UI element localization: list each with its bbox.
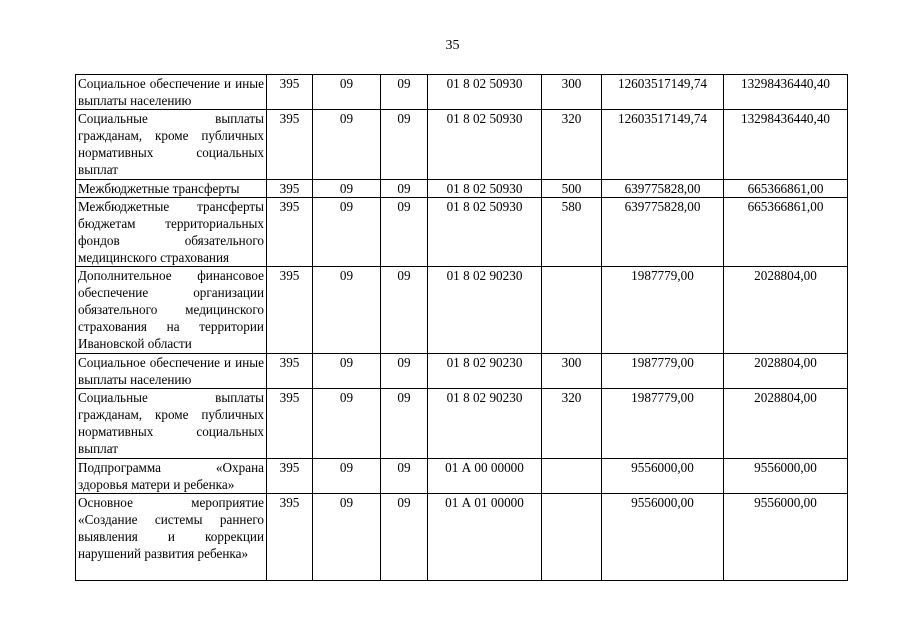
target-article-cell: 01 8 02 50930 [428,198,542,267]
target-article-cell: 01 8 02 90230 [428,354,542,389]
subsection-code-cell: 09 [381,180,428,198]
amount-year2-cell: 9556000,00 [724,494,848,581]
section-code-cell: 09 [313,354,381,389]
expense-type-cell: 320 [542,110,602,180]
section-code-cell: 09 [313,389,381,459]
section-code-cell: 09 [313,75,381,110]
subsection-code-cell: 09 [381,389,428,459]
amount-year2-cell: 2028804,00 [724,389,848,459]
expense-name-cell: Социальные выплаты гражданам, кроме публичных нормативных социальных выплат [76,110,267,180]
amount-year1-cell: 9556000,00 [602,459,724,494]
section-code-cell: 09 [313,110,381,180]
section-code-cell: 09 [313,494,381,581]
subsection-code-cell: 09 [381,459,428,494]
section-code-cell: 09 [313,198,381,267]
amount-year2-cell: 9556000,00 [724,459,848,494]
amount-year2-cell: 665366861,00 [724,198,848,267]
ministry-code-cell: 395 [267,180,313,198]
ministry-code-cell: 395 [267,75,313,110]
ministry-code-cell: 395 [267,459,313,494]
target-article-cell: 01 8 02 90230 [428,267,542,354]
expense-name-cell: Межбюджетные трансферты [76,180,267,198]
target-article-cell: 01 А 01 00000 [428,494,542,581]
table-row [76,389,848,459]
amount-year2-cell: 2028804,00 [724,354,848,389]
table-row [76,354,848,389]
expense-name-cell: Основное мероприятие «Создание системы раннего выявления и коррекции нарушений развития ребенка» [76,494,267,581]
budget-table [75,74,848,581]
subsection-code-cell: 09 [381,494,428,581]
expense-type-cell: 320 [542,389,602,459]
table-row [76,459,848,494]
expense-type-cell: 300 [542,75,602,110]
ministry-code-cell: 395 [267,267,313,354]
expense-name-cell: Социальное обеспечение и иные выплаты населению [76,75,267,110]
target-article-cell: 01 8 02 90230 [428,389,542,459]
page-number: 35 [445,38,460,53]
amount-year1-cell: 1987779,00 [602,267,724,354]
expense-type-cell: 500 [542,180,602,198]
section-code-cell: 09 [313,267,381,354]
amount-year1-cell: 1987779,00 [602,389,724,459]
section-code-cell: 09 [313,459,381,494]
target-article-cell: 01 А 00 00000 [428,459,542,494]
ministry-code-cell: 395 [267,110,313,180]
table-row [76,180,848,198]
amount-year2-cell: 13298436440,40 [724,75,848,110]
subsection-code-cell: 09 [381,354,428,389]
amount-year2-cell: 13298436440,40 [724,110,848,180]
expense-type-cell [542,459,602,494]
ministry-code-cell: 395 [267,389,313,459]
table-row [76,198,848,267]
amount-year1-cell: 9556000,00 [602,494,724,581]
expense-type-cell: 580 [542,198,602,267]
expense-type-cell: 300 [542,354,602,389]
amount-year1-cell: 12603517149,74 [602,110,724,180]
subsection-code-cell: 09 [381,267,428,354]
table-row [76,494,848,581]
amount-year1-cell: 1987779,00 [602,354,724,389]
expense-name-cell: Подпрограмма «Охрана здоровья матери и ребенка» [76,459,267,494]
table-row [76,75,848,110]
expense-name-cell: Межбюджетные трансферты бюджетам территориальных фондов обязательного медицинского страхования [76,198,267,267]
subsection-code-cell: 09 [381,75,428,110]
target-article-cell: 01 8 02 50930 [428,75,542,110]
expense-type-cell [542,267,602,354]
table-row [76,110,848,180]
target-article-cell: 01 8 02 50930 [428,180,542,198]
section-code-cell: 09 [313,180,381,198]
expense-name-cell: Социальное обеспечение и иные выплаты населению [76,354,267,389]
ministry-code-cell: 395 [267,198,313,267]
subsection-code-cell: 09 [381,198,428,267]
table-row [76,267,848,354]
amount-year2-cell: 2028804,00 [724,267,848,354]
amount-year2-cell: 665366861,00 [724,180,848,198]
ministry-code-cell: 395 [267,494,313,581]
amount-year1-cell: 639775828,00 [602,180,724,198]
subsection-code-cell: 09 [381,110,428,180]
amount-year1-cell: 639775828,00 [602,198,724,267]
expense-type-cell [542,494,602,581]
ministry-code-cell: 395 [267,354,313,389]
target-article-cell: 01 8 02 50930 [428,110,542,180]
expense-name-cell: Дополнительное финансовое обеспечение организации обязательного медицинского страхования на территории Ивановской области [76,267,267,354]
expense-name-cell: Социальные выплаты гражданам, кроме публичных нормативных социальных выплат [76,389,267,459]
amount-year1-cell: 12603517149,74 [602,75,724,110]
